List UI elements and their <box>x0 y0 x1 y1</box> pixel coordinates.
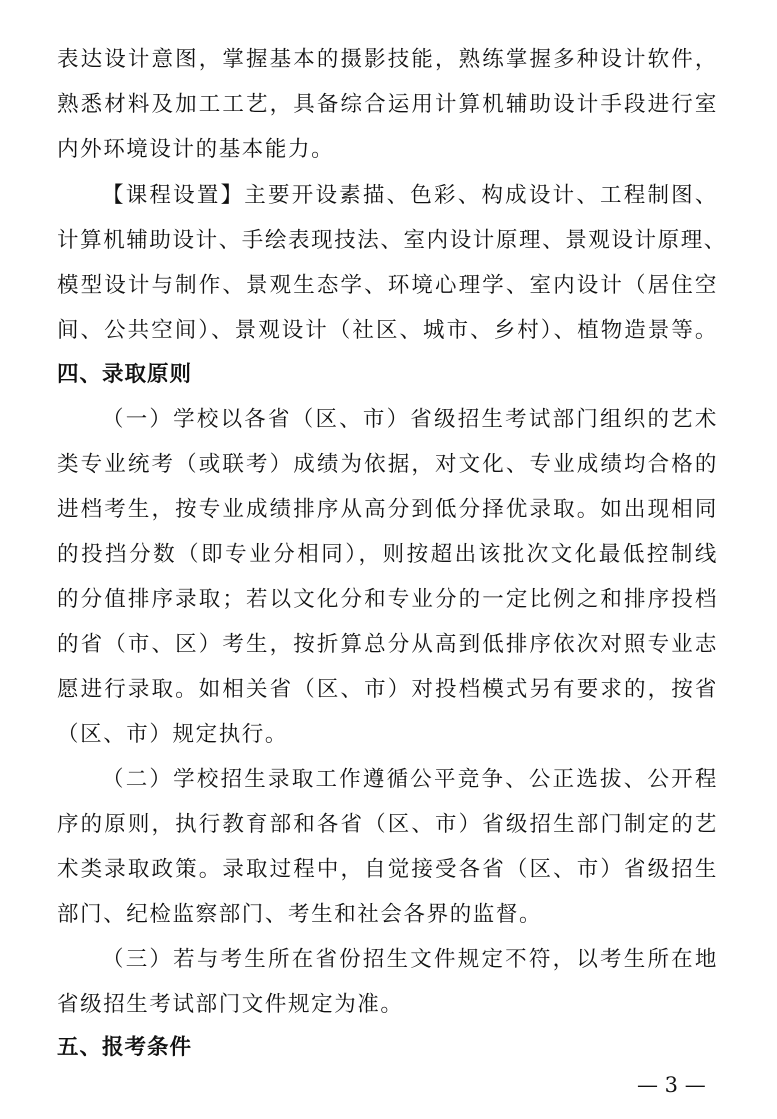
paragraph-line: 【课程设置】主要开设素描、色彩、构成设计、工程制图、 <box>102 183 718 208</box>
paragraph-line: 的分值排序录取；若以文化分和专业分的一定比例之和排序投档 <box>57 587 718 612</box>
paragraph-line: 模型设计与制作、景观生态学、环境心理学、室内设计（居住空 <box>57 273 718 298</box>
paragraph-line: （一）学校以各省（区、市）省级招生考试部门组织的艺术 <box>102 407 718 432</box>
paragraph-line: 部门、纪检监察部门、考生和社会各界的监督。 <box>57 902 543 927</box>
paragraph-line: 内外环境设计的基本能力。 <box>57 137 335 162</box>
paragraph-line: 间、公共空间）、景观设计（社区、城市、乡村）、植物造景等。 <box>57 318 718 343</box>
paragraph-line: 表达设计意图，掌握基本的摄影技能，熟练掌握多种设计软件， <box>57 47 718 72</box>
paragraph-line: 计算机辅助设计、手绘表现技法、室内设计原理、景观设计原理、 <box>57 228 727 253</box>
paragraph-line: 术类录取政策。录取过程中，自觉接受各省（区、市）省级招生 <box>57 857 718 882</box>
page-number: — 3 — <box>637 1073 706 1097</box>
paragraph-line: （二）学校招生录取工作遵循公平竞争、公正选拔、公开程 <box>102 767 718 792</box>
paragraph-line: 类专业统考（或联考）成绩为依据，对文化、专业成绩均合格的 <box>57 452 718 477</box>
paragraph-line: （区、市）规定执行。 <box>57 722 289 747</box>
section-heading: 四、录取原则 <box>57 362 193 387</box>
paragraph-line: 进档考生，按专业成绩排序从高分到低分择优录取。如出现相同 <box>57 497 718 522</box>
paragraph-line: 的投挡分数（即专业分相同），则按超出该批次文化最低控制线 <box>57 542 718 567</box>
paragraph-line: 省级招生考试部门文件规定为准。 <box>57 992 404 1017</box>
paragraph-line: 愿进行录取。如相关省（区、市）对投档模式另有要求的，按省 <box>57 677 718 702</box>
section-heading: 五、报考条件 <box>57 1035 193 1060</box>
paragraph-line: 的省（市、区）考生，按折算总分从高到低排序依次对照专业志 <box>57 632 718 657</box>
paragraph-line: （三）若与考生所在省份招生文件规定不符，以考生所在地 <box>102 947 718 972</box>
paragraph-line: 序的原则，执行教育部和各省（区、市）省级招生部门制定的艺 <box>57 812 718 837</box>
paragraph-line: 熟悉材料及加工工艺，具备综合运用计算机辅助设计手段进行室 <box>57 92 718 117</box>
